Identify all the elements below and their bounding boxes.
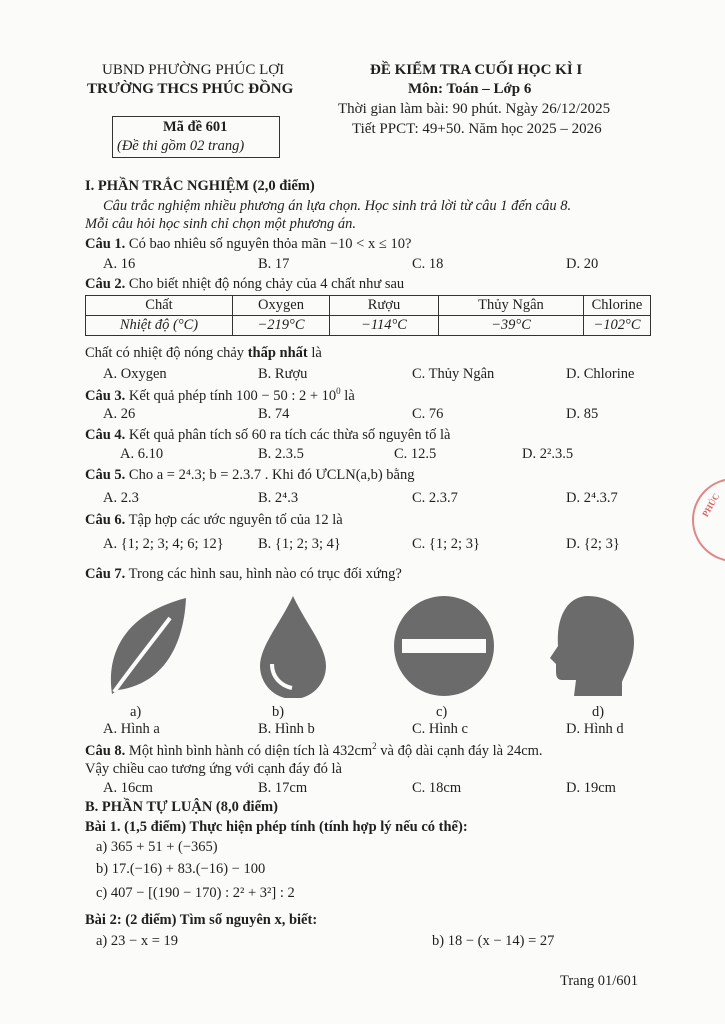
- q5-option-d: D. 2⁴.3.7: [566, 490, 618, 506]
- q7-option-b: B. Hình b: [258, 721, 315, 737]
- school-name: TRƯỜNG THCS PHÚC ĐỒNG: [87, 81, 294, 97]
- q3-option-c: C. 76: [412, 406, 444, 422]
- question-2-prompt-post: là: [307, 345, 322, 361]
- question-4: [85, 427, 450, 444]
- part1-intro-2: Mỗi câu hỏi học sinh chỉ chọn một phương án.: [85, 216, 356, 232]
- question-3-text: Kết quả phép tính 100 − 50 : 2 + 10: [128, 387, 337, 404]
- question-1-text: Có bao nhiêu số nguyên thỏa mãn −10 < x ≤ 10?: [128, 236, 412, 252]
- no-entry-sign-figure: [392, 594, 496, 698]
- q5-option-c: C. 2.3.7: [412, 490, 458, 506]
- table-cell: Chất: [86, 296, 233, 316]
- water-drop-figure: [258, 594, 328, 698]
- q8-option-b: B. 17cm: [258, 780, 308, 796]
- q5-option-b: B. 2⁴.3: [258, 490, 299, 506]
- q3-option-b: B. 74: [258, 406, 290, 422]
- figure-c-caption: c): [436, 704, 448, 720]
- q7-option-a: A. Hình a: [103, 721, 160, 737]
- figure-d-caption: d): [592, 704, 605, 720]
- question-2-label: Câu 2.: [85, 276, 126, 292]
- q1-option-d: D. 20: [566, 256, 599, 272]
- q6-option-c: C. {1; 2; 3}: [412, 536, 480, 552]
- question-8-label: Câu 8.: [85, 742, 126, 759]
- question-4-label: Câu 4.: [85, 427, 126, 443]
- table-cell: Nhiệt độ (°C): [86, 316, 233, 336]
- q3-option-a: A. 26: [103, 406, 136, 422]
- human-head-figure: [548, 594, 636, 698]
- q1-option-b: B. 17: [258, 256, 290, 272]
- ppct-line: Tiết PPCT: 49+50. Năm học 2025 – 2026: [352, 121, 602, 137]
- bai2-title: Bài 2: (2 điểm) Tìm số nguyên x, biết:: [85, 912, 318, 928]
- q4-option-a: A. 6.10: [120, 446, 164, 462]
- question-2: [85, 276, 404, 293]
- question-6-label: Câu 6.: [85, 512, 126, 528]
- part1-intro-1: Câu trắc nghiệm nhiều phương án lựa chọn. Học sinh trả lời từ câu 1 đến câu 8.: [103, 198, 572, 214]
- exam-code: Mã đề 601: [163, 119, 228, 135]
- q2-option-a: A. Oxygen: [103, 366, 167, 382]
- part2-title: B. PHẦN TỰ LUẬN (8,0 điểm): [85, 799, 278, 815]
- official-stamp: [692, 478, 725, 562]
- q4-option-c: C. 12.5: [394, 446, 437, 462]
- question-1-label: Câu 1.: [85, 236, 126, 252]
- question-7-label: Câu 7.: [85, 566, 126, 582]
- question-5-label: Câu 5.: [85, 467, 126, 483]
- q1-option-c: C. 18: [412, 256, 444, 272]
- table-cell: −39°C: [439, 316, 584, 336]
- q5-option-a: A. 2.3: [103, 490, 139, 506]
- q6-option-a: A. {1; 2; 3; 4; 6; 12}: [103, 536, 224, 552]
- q6-option-b: B. {1; 2; 3; 4}: [258, 536, 341, 552]
- question-8-text: Một hình bình hành có diện tích là 432cm: [128, 742, 373, 759]
- question-7-text: Trong các hình sau, hình nào có trục đối xứng?: [128, 566, 402, 582]
- table-header-row: [86, 296, 651, 316]
- question-6: [85, 512, 343, 529]
- question-3-label: Câu 3.: [85, 387, 126, 404]
- question-8-line-2: Vậy chiều cao tương ứng với cạnh đáy đó là: [85, 761, 342, 777]
- q2-option-d: D. Chlorine: [566, 366, 635, 382]
- page-number: Trang 01/601: [560, 973, 639, 989]
- figure-a-caption: a): [130, 704, 142, 720]
- bai1-item-a: a) 365 + 51 + (−365): [96, 839, 218, 855]
- question-2-prompt: [85, 345, 322, 362]
- q2-option-c: C. Thủy Ngân: [412, 366, 495, 382]
- question-8-text-end: và độ dài cạnh đáy là 24cm.: [376, 742, 543, 759]
- question-2-prompt-pre: Chất có nhiệt độ nóng chảy: [85, 345, 248, 361]
- table-cell: Rượu: [330, 296, 439, 316]
- q4-option-b: B. 2.3.5: [258, 446, 304, 462]
- question-3-exponent: 0: [336, 386, 341, 396]
- q2-option-b: B. Rượu: [258, 366, 308, 382]
- q8-option-a: A. 16cm: [103, 780, 153, 796]
- table-cell: Chlorine: [584, 296, 651, 316]
- q7-option-c: C. Hình c: [412, 721, 468, 737]
- question-8: [85, 741, 543, 760]
- question-1: [85, 236, 411, 253]
- question-5: [85, 467, 415, 484]
- question-8-exponent: 2: [372, 741, 377, 751]
- question-2-prompt-bold: thấp nhất: [247, 345, 308, 361]
- q1-option-a: A. 16: [103, 256, 136, 272]
- subject-line: Môn: Toán – Lớp 6: [408, 81, 532, 97]
- bai1-item-b: b) 17.(−16) + 83.(−16) − 100: [96, 861, 266, 877]
- stamp-text: PHÚC: [700, 491, 722, 519]
- figure-b-caption: b): [272, 704, 285, 720]
- bai1-item-c: c) 407 − [(190 − 170) : 2² + 3²] : 2: [96, 885, 295, 901]
- question-4-text: Kết quả phân tích số 60 ra tích các thừa số nguyên tố là: [128, 427, 451, 443]
- department-name: UBND PHƯỜNG PHÚC LỢI: [102, 62, 285, 78]
- q7-option-d: D. Hình d: [566, 721, 624, 737]
- question-6-text: Tập hợp các ước nguyên tố của 12 là: [128, 512, 343, 528]
- melting-point-table: [85, 295, 651, 336]
- bai2-item-a: a) 23 − x = 19: [96, 933, 178, 949]
- table-cell: Oxygen: [233, 296, 330, 316]
- table-cell: −114°C: [330, 316, 439, 336]
- table-cell: −102°C: [584, 316, 651, 336]
- table-cell: −219°C: [233, 316, 330, 336]
- bai2-item-b: b) 18 − (x − 14) = 27: [432, 933, 555, 949]
- exam-title: ĐỀ KIỂM TRA CUỐI HỌC KÌ I: [370, 62, 583, 78]
- question-3-text-end: là: [340, 387, 355, 404]
- question-7: [85, 566, 402, 583]
- leaf-figure: [104, 594, 190, 698]
- part1-title: I. PHẦN TRẮC NGHIỆM (2,0 điểm): [85, 178, 315, 194]
- q8-option-c: C. 18cm: [412, 780, 462, 796]
- question-2-text: Cho biết nhiệt độ nóng chảy của 4 chất như sau: [128, 276, 405, 292]
- q8-option-d: D. 19cm: [566, 780, 616, 796]
- table-row: [86, 316, 651, 336]
- bai1-title: Bài 1. (1,5 điểm) Thực hiện phép tính (tính hợp lý nếu có thể):: [85, 819, 468, 835]
- time-date-line: Thời gian làm bài: 90 phút. Ngày 26/12/2025: [338, 101, 611, 117]
- question-3: [85, 386, 355, 405]
- q4-option-d: D. 2².3.5: [522, 446, 574, 462]
- table-cell: Thủy Ngân: [439, 296, 584, 316]
- exam-page-note: (Đề thi gồm 02 trang): [117, 138, 245, 154]
- q6-option-d: D. {2; 3}: [566, 536, 620, 552]
- question-5-text: Cho a = 2⁴.3; b = 2.3.7 . Khi đó ƯCLN(a,b) bằng: [128, 467, 415, 483]
- q3-option-d: D. 85: [566, 406, 599, 422]
